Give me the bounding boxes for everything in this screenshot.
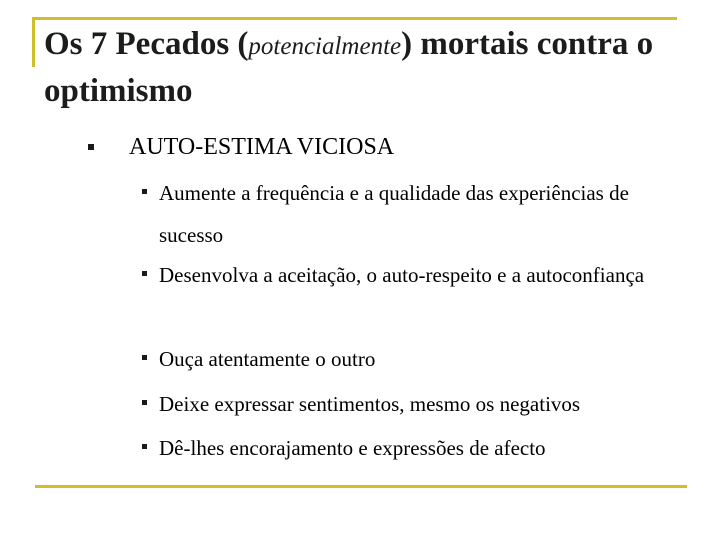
bottom-rule xyxy=(35,485,687,488)
square-bullet-icon xyxy=(88,144,94,150)
square-bullet-icon xyxy=(142,400,147,405)
list-item-text: Desenvolva a aceitação, o auto-respeito e a autoconfiança xyxy=(159,263,645,287)
square-bullet-icon xyxy=(142,355,147,360)
title-part-2: ) mortais contra o optimismo xyxy=(44,26,654,109)
title-frame-left-rule xyxy=(32,17,35,67)
slide-title xyxy=(44,22,684,113)
title-part-1: Os 7 Pecados ( xyxy=(44,26,249,62)
square-bullet-icon xyxy=(142,189,147,194)
list-item-text: Deixe expressar sentimentos, mesmo os negativos xyxy=(159,392,581,416)
list-item-text: Dê-lhes encorajamento e expressões de afecto xyxy=(159,436,546,460)
square-bullet-icon xyxy=(142,271,147,276)
title-frame-top-rule xyxy=(32,17,677,20)
square-bullet-icon xyxy=(142,444,147,449)
title-italic-word: potencialmente xyxy=(248,33,402,60)
list-item-text: Aumente a frequência e a qualidade das experiências de sucesso xyxy=(159,181,629,247)
heading-text: AUTO-ESTIMA VICIOSA xyxy=(129,134,395,160)
list-item-text: Ouça atentamente o outro xyxy=(159,347,376,371)
